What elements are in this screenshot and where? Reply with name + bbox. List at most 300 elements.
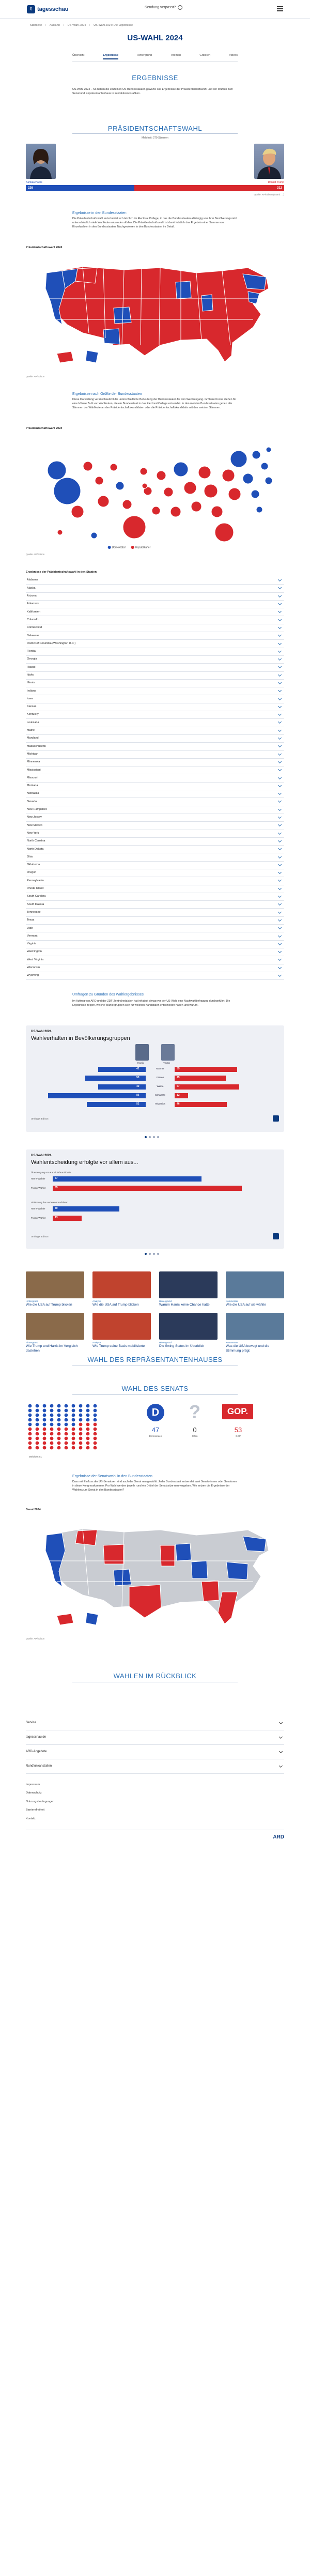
state-row[interactable] (26, 711, 284, 719)
state-name: Oklahoma (27, 863, 40, 867)
state-name: Oregon (27, 871, 37, 875)
state-name: North Carolina (27, 839, 45, 843)
chevron-down-icon (278, 910, 282, 914)
state-row[interactable] (26, 577, 284, 585)
republican-state-bubble[interactable] (171, 507, 181, 517)
republican-seat-dot (57, 1437, 61, 1440)
state-row[interactable] (26, 822, 284, 830)
footer-link[interactable]: Impressum (26, 1783, 40, 1786)
teaser-card[interactable] (226, 1313, 284, 1353)
us-bubble-map[interactable] (26, 434, 284, 548)
senate-heading: WAHL DES SENATS (121, 1385, 189, 1392)
republican-state-bubble[interactable] (71, 505, 84, 518)
state-name: Rhode Island (27, 887, 44, 891)
chevron-down-icon (278, 681, 282, 684)
harris-col-label: Harris (137, 1062, 144, 1064)
teaser-title: Wie die USA auf Trump blicken (92, 1303, 139, 1307)
republican-seat-dot (65, 1446, 68, 1450)
footer-links (26, 1783, 181, 1826)
democrat-seat-dot (50, 1409, 54, 1413)
republican-state-bubble[interactable] (57, 530, 63, 535)
breadcrumb-item[interactable]: Startseite (30, 24, 42, 27)
chevron-down-icon (278, 823, 282, 826)
card-source: Umfrage: Edison (31, 1235, 49, 1238)
card-kicker: US-Wahl 2024 (31, 1030, 52, 1033)
site-logo[interactable] (27, 5, 69, 13)
footer-link[interactable]: Kontakt (26, 1817, 36, 1820)
state-row[interactable] (26, 727, 284, 735)
democrat-seat-dot (57, 1404, 61, 1408)
state-row[interactable] (26, 774, 284, 782)
republican-seat-dot (36, 1437, 39, 1440)
teaser-title: Wie Trump seine Basis mobilisierte (92, 1344, 145, 1348)
teaser-card[interactable] (226, 1271, 284, 1308)
card2-pager[interactable] (145, 1253, 159, 1255)
chevron-down-icon (278, 902, 282, 906)
state-row[interactable] (26, 759, 284, 766)
state-row[interactable] (26, 877, 284, 885)
teaser-card[interactable] (26, 1313, 84, 1353)
trump-votes: 312 (276, 187, 282, 190)
trump-share-value: 57 (177, 1085, 180, 1088)
trump-share-bar (175, 1084, 239, 1090)
democrat-logo-icon: D (147, 1404, 164, 1421)
teaser-kicker: Hintergrund (159, 1341, 172, 1344)
state-name: Florida (27, 650, 36, 653)
republican-state-bubble[interactable] (83, 462, 92, 471)
democrat-seat-dot (94, 1418, 97, 1422)
state-name: Kentucky (27, 713, 39, 716)
republican-state-bubble[interactable] (157, 471, 166, 480)
republican-seat-dot (79, 1432, 83, 1436)
teaser-image (159, 1271, 218, 1298)
menu-icon[interactable] (277, 6, 283, 12)
republican-seat-dot (43, 1428, 47, 1431)
state-name: Nevada (27, 800, 37, 803)
republican-seat-dot (28, 1432, 32, 1436)
state-row[interactable] (26, 798, 284, 806)
tagesschau-logo-icon: t (27, 5, 35, 13)
state-row[interactable] (26, 648, 284, 656)
state-row[interactable] (26, 838, 284, 846)
motivation-value: 13 (55, 1216, 58, 1219)
republican-seat-dot (86, 1423, 90, 1427)
group1-label: Überzeugung von Kandidat/Kandidatin (31, 1171, 71, 1174)
chevron-down-icon (278, 641, 282, 645)
state-row[interactable] (26, 830, 284, 838)
state-row[interactable] (26, 632, 284, 640)
chevron-down-icon (278, 649, 282, 653)
state-row[interactable] (26, 719, 284, 727)
site-header (0, 0, 310, 19)
state-name: District of Columbia (Washington D.C.) (27, 641, 76, 645)
democrat-seat-dot (94, 1414, 97, 1417)
state-row[interactable] (26, 585, 284, 592)
democrat-state-bubble[interactable] (266, 447, 271, 452)
legend-republicans: Republikaner (131, 546, 150, 549)
senate-map-label: Senat 2024 (26, 1508, 41, 1511)
republican-state-bubble[interactable] (98, 496, 109, 507)
chevron-down-icon (278, 625, 282, 629)
teaser-title: Wie die USA auf Trump blicken (26, 1303, 72, 1307)
democrat-state-bubble[interactable] (251, 490, 259, 498)
us-results-map[interactable] (26, 252, 284, 371)
footer-menu-label: ARD-Angebote (26, 1750, 47, 1754)
republican-state-bubble[interactable] (228, 488, 241, 500)
search-icon (178, 5, 182, 10)
state-row[interactable] (26, 640, 284, 648)
democrat-seat-dot (86, 1414, 90, 1417)
share-icon[interactable] (273, 1233, 279, 1239)
democrat-seats: 47 (151, 1426, 160, 1434)
republican-seat-dot (28, 1437, 32, 1440)
republican-seat-dot (28, 1428, 32, 1431)
chevron-down-icon (278, 957, 282, 961)
breadcrumb-item: US-Wahl 2024: Die Ergebnisse (94, 24, 133, 27)
share-icon[interactable] (273, 1115, 279, 1122)
republican-seat-dot (86, 1446, 90, 1450)
democrat-seat-dot (36, 1404, 39, 1408)
chevron-down-icon (279, 1764, 283, 1767)
democrat-state-bubble[interactable] (48, 461, 66, 480)
state-row[interactable] (26, 656, 284, 664)
majority-note: Mehrheit: 270 Stimmen (142, 136, 168, 140)
state-row[interactable] (26, 672, 284, 680)
state-results-list (26, 577, 284, 980)
republican-seat-dot (65, 1437, 68, 1440)
democrat-state-bubble[interactable] (243, 473, 253, 484)
state-row[interactable] (26, 814, 284, 822)
state-row[interactable] (26, 901, 284, 909)
card1-pager[interactable] (145, 1136, 159, 1138)
democrat-seat-dot (65, 1409, 68, 1413)
breadcrumb-item[interactable]: Ausland (49, 24, 60, 27)
state-row[interactable] (26, 616, 284, 624)
card-title: Wahlentscheidung erfolgte vor allem aus... (31, 1159, 138, 1166)
footer-link[interactable]: Nutzungsbedingungen (26, 1800, 55, 1803)
footer-menu-item[interactable] (26, 1730, 284, 1745)
state-row[interactable] (26, 766, 284, 774)
state-row[interactable] (26, 601, 284, 608)
chevron-down-icon (278, 752, 282, 756)
democrat-seat-dot (79, 1409, 83, 1413)
democrat-seat-dot (43, 1423, 47, 1427)
state-row[interactable] (26, 751, 284, 759)
group-label: Weiße (157, 1085, 164, 1087)
state-row[interactable] (26, 893, 284, 901)
state-name: Hawaii (27, 665, 36, 669)
democrat-state-bubble[interactable] (174, 462, 188, 477)
state-name: Minnesota (27, 760, 40, 764)
chevron-down-icon (278, 973, 282, 977)
states-map-source: Quelle: AP/Edison (26, 375, 45, 378)
ard-logo[interactable]: ARD (273, 1834, 284, 1840)
open-seat-icon: ? (189, 1401, 200, 1422)
chevron-down-icon (278, 768, 282, 771)
teaser-card[interactable] (159, 1271, 218, 1308)
tab-graphics[interactable]: Grafiken (199, 54, 211, 57)
state-row[interactable] (26, 956, 284, 964)
state-row[interactable] (26, 703, 284, 711)
teaser-kicker: Analyse (92, 1341, 101, 1344)
motivation-value: 67 (55, 1177, 58, 1180)
democrat-seat-dot (57, 1423, 61, 1427)
open-label: Offen (192, 1435, 198, 1437)
state-name: Colorado (27, 618, 39, 621)
footer-menu-label: tagesschau.de (26, 1736, 47, 1739)
poll-card-motivation (26, 1149, 284, 1249)
teaser-title: Warum Harris keine Chance hatte (159, 1303, 210, 1307)
search-label: Sendung verpasst? (145, 6, 176, 9)
state-row[interactable] (26, 790, 284, 798)
state-name: North Dakota (27, 847, 44, 851)
democrat-seat-dot (79, 1404, 83, 1408)
bubble-map-heading: Ergebnisse nach Größe der Bundesstaaten (72, 392, 142, 396)
democrat-state-bubble[interactable] (265, 477, 272, 484)
teaser-kicker: Hintergrund (26, 1341, 39, 1344)
state-row[interactable] (26, 964, 284, 972)
state-name: Montana (27, 784, 38, 788)
state-name: Wyoming (27, 974, 39, 977)
republican-seat-dot (79, 1442, 83, 1445)
republican-seat-dot (43, 1437, 47, 1440)
open-seats: 0 (193, 1426, 197, 1434)
state-row[interactable] (26, 972, 284, 980)
republican-state-bubble[interactable] (198, 466, 211, 479)
republican-seat-dot (43, 1446, 47, 1450)
republican-state-bubble[interactable] (222, 469, 235, 482)
tab-overview[interactable]: Übersicht (72, 54, 85, 57)
breadcrumb-item[interactable]: US-Wahl 2024 (67, 24, 86, 27)
republican-seat-dot (72, 1432, 75, 1436)
republican-state-bubble[interactable] (191, 501, 202, 512)
breadcrumb-sep: › (63, 24, 65, 27)
republican-seat-dot (86, 1442, 90, 1445)
motivation-value: 30 (55, 1207, 58, 1210)
state-row[interactable] (26, 948, 284, 956)
democrat-seat-dot (72, 1409, 75, 1413)
footer-menu-item[interactable] (26, 1745, 284, 1759)
chevron-down-icon (278, 578, 282, 581)
state-row[interactable] (26, 695, 284, 703)
republican-seat-dot (43, 1442, 47, 1445)
democrat-vote-bar (26, 185, 134, 191)
teaser-image (92, 1313, 151, 1340)
democrat-seat-dot (86, 1404, 90, 1408)
legend-democrats: Demokraten (108, 546, 126, 549)
teaser-card[interactable] (159, 1313, 218, 1349)
chevron-down-icon (278, 736, 282, 740)
harris-share-value: 42 (136, 1067, 140, 1070)
harris-share-value: 86 (136, 1094, 140, 1097)
democrat-seat-dot (36, 1414, 39, 1417)
state-name: Iowa (27, 697, 33, 700)
democrat-state-bubble[interactable] (54, 478, 81, 504)
democrat-seat-dot (94, 1404, 97, 1408)
state-row[interactable] (26, 869, 284, 877)
democrat-seat-dot (65, 1414, 68, 1417)
democrat-seat-dot (50, 1423, 54, 1427)
harris-votes: 226 (28, 187, 34, 190)
chevron-down-icon (278, 688, 282, 692)
state-row[interactable] (26, 680, 284, 687)
state-row[interactable] (26, 932, 284, 940)
state-name: Delaware (27, 634, 39, 637)
trump-share-bar (175, 1102, 227, 1107)
democrat-seat-dot (50, 1418, 54, 1422)
teaser-kicker: Kommentar (226, 1341, 238, 1344)
democrat-state-bubble[interactable] (261, 463, 268, 470)
democrat-seat-dot (50, 1404, 54, 1408)
chevron-down-icon (278, 586, 282, 589)
tab-videos[interactable]: Videos (229, 54, 238, 57)
state-row[interactable] (26, 806, 284, 814)
republican-seat-dot (72, 1446, 75, 1450)
chevron-down-icon (278, 791, 282, 795)
teaser-image (92, 1271, 151, 1298)
tab-background[interactable]: Hintergrund (137, 54, 152, 57)
chevron-down-icon (278, 728, 282, 732)
trump-share-value: 45 (177, 1076, 180, 1079)
harris-share-value: 53 (136, 1076, 140, 1079)
trump-share-value: 46 (177, 1102, 180, 1106)
card-kicker: US-Wahl 2024 (31, 1154, 52, 1157)
president-heading: PRÄSIDENTSCHAFTSWAHL (107, 125, 203, 132)
footer-link[interactable]: Barrierefreiheit (26, 1808, 45, 1812)
state-row[interactable] (26, 941, 284, 948)
republican-seat-dot (86, 1428, 90, 1431)
footer-menu-item[interactable] (26, 1759, 284, 1774)
teaser-kicker: Hintergrund (159, 1300, 172, 1302)
republican-state-bubble[interactable] (95, 477, 103, 485)
republican-state-bubble[interactable] (215, 523, 234, 542)
breadcrumb-sep: › (89, 24, 90, 27)
democrat-seat-dot (28, 1414, 32, 1417)
voter-group-label: Trump-Wähler (31, 1187, 46, 1189)
state-name: Maryland (27, 737, 39, 740)
democrat-state-bubble[interactable] (116, 482, 124, 490)
state-row[interactable] (26, 743, 284, 750)
state-row[interactable] (26, 687, 284, 695)
democrat-seat-dot (36, 1418, 39, 1422)
source-note: Quelle: AP/Edison (Stand: ...) (254, 193, 284, 196)
state-row[interactable] (26, 862, 284, 869)
republican-seat-dot (79, 1437, 83, 1440)
card-source: Umfrage: Edison (31, 1117, 49, 1120)
republican-state-bubble[interactable] (110, 464, 117, 471)
state-row[interactable] (26, 925, 284, 932)
state-name: Mississippi (27, 768, 41, 772)
democrat-state-bubble[interactable] (91, 532, 97, 539)
teaser-title: Was die USA bewegt und die Stimmung prägt (226, 1344, 269, 1353)
state-name: Illinois (27, 681, 35, 685)
footer-link[interactable]: Datenschutz (26, 1791, 42, 1795)
chevron-down-icon (278, 918, 282, 922)
harris-thumb (135, 1044, 149, 1061)
republican-seat-dot (65, 1432, 68, 1436)
state-row[interactable] (26, 846, 284, 853)
tab-topics[interactable]: Themen (171, 54, 181, 57)
state-name: Michigan (27, 752, 39, 756)
chevron-down-icon (279, 1720, 283, 1724)
state-name: Pennsylvania (27, 879, 44, 882)
state-row[interactable] (26, 909, 284, 916)
chevron-down-icon (278, 760, 282, 763)
state-row[interactable] (26, 917, 284, 925)
republican-state-bubble[interactable] (204, 484, 218, 498)
republican-state-bubble[interactable] (152, 507, 160, 515)
state-row[interactable] (26, 735, 284, 743)
republican-state-bubble[interactable] (122, 500, 132, 509)
republican-seat-dot (57, 1442, 61, 1445)
harris-name: Kamala Harris (26, 181, 42, 184)
teaser-card[interactable] (92, 1271, 151, 1308)
footer-menu-item[interactable] (26, 1716, 284, 1730)
chevron-down-icon (278, 965, 282, 969)
chevron-down-icon (279, 1749, 283, 1753)
chevron-down-icon (278, 807, 282, 811)
republican-state-bubble[interactable] (140, 468, 147, 475)
democrat-seat-dot (57, 1414, 61, 1417)
republican-vote-bar (134, 185, 284, 191)
republican-state-bubble[interactable] (164, 487, 173, 497)
democrat-seat-dot (86, 1418, 90, 1422)
state-row[interactable] (26, 608, 284, 616)
republican-state-bubble[interactable] (184, 482, 196, 494)
democrat-state-bubble[interactable] (252, 451, 260, 459)
republican-seat-dot (43, 1432, 47, 1436)
harris-share-value: 52 (136, 1102, 140, 1106)
democrat-state-bubble[interactable] (256, 507, 262, 513)
page-title: US-WAHL 2024 (127, 34, 183, 42)
teaser-kicker: Analyse (92, 1300, 101, 1302)
chevron-down-icon (278, 894, 282, 898)
missed-broadcast-link[interactable] (145, 5, 182, 10)
democrat-state-bubble[interactable] (230, 451, 247, 467)
state-name: New Hampshire (27, 808, 48, 811)
state-row[interactable] (26, 885, 284, 893)
trump-thumb (161, 1044, 175, 1061)
democrat-seat-dot (28, 1423, 32, 1427)
republican-state-bubble[interactable] (142, 483, 147, 488)
state-row[interactable] (26, 624, 284, 632)
state-row[interactable] (26, 664, 284, 671)
states-map-label: Präsidentschaftswahl 2024 (26, 246, 63, 249)
motivation-bar (53, 1206, 119, 1212)
republican-state-bubble[interactable] (211, 506, 223, 517)
senate-results-map[interactable] (26, 1514, 284, 1633)
democrat-seat-dot (43, 1414, 47, 1417)
republican-state-bubble[interactable] (123, 516, 146, 539)
state-name: Texas (27, 918, 35, 922)
harris-share-bar (48, 1093, 146, 1098)
tab-results[interactable]: Ergebnisse (103, 54, 118, 59)
voter-group-label: Harris-Wähler (31, 1177, 45, 1180)
republican-seat-dot (50, 1432, 54, 1436)
state-name: New Jersey (27, 816, 42, 819)
motivation-bar (53, 1186, 242, 1191)
state-row[interactable] (26, 593, 284, 601)
teaser-card[interactable] (26, 1271, 84, 1308)
state-row[interactable] (26, 783, 284, 790)
breadcrumb (30, 24, 135, 27)
state-name: Nebraska (27, 792, 39, 795)
chevron-down-icon (278, 926, 282, 929)
teaser-card[interactable] (92, 1313, 151, 1349)
state-row[interactable] (26, 853, 284, 861)
senate-seat-chart (26, 1402, 103, 1453)
chevron-down-icon (278, 673, 282, 677)
